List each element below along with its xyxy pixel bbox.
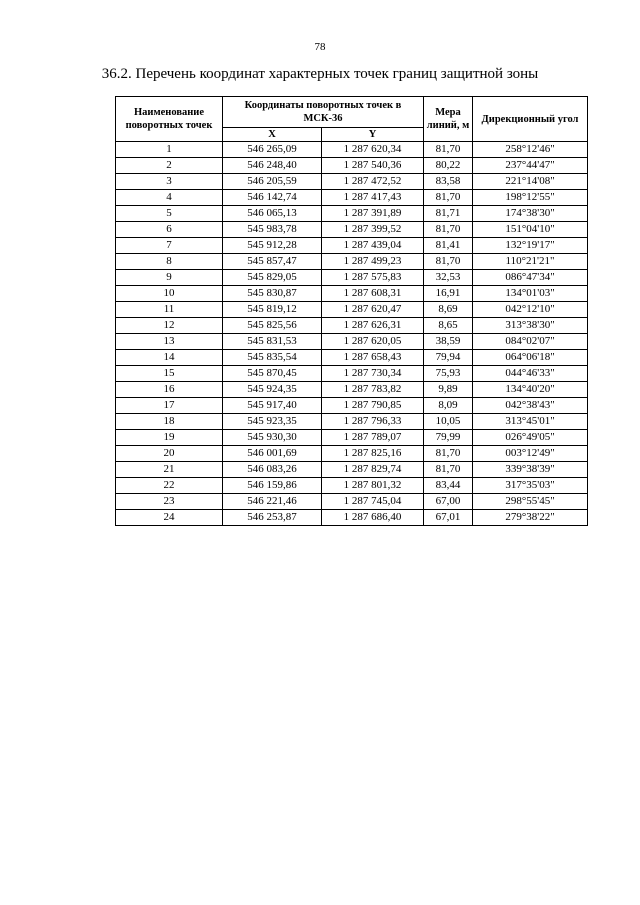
cell-x: 546 159,86 xyxy=(223,478,322,494)
cell-measure: 67,01 xyxy=(424,510,473,526)
header-y: Y xyxy=(322,128,424,142)
cell-point-number: 11 xyxy=(116,302,223,318)
header-line-measure: Мера линий, м xyxy=(424,97,473,142)
cell-x: 545 983,78 xyxy=(223,222,322,238)
cell-x: 546 265,09 xyxy=(223,142,322,158)
cell-angle: 134°01'03" xyxy=(473,286,588,302)
cell-angle: 042°38'43" xyxy=(473,398,588,414)
cell-x: 545 923,35 xyxy=(223,414,322,430)
cell-point-number: 24 xyxy=(116,510,223,526)
cell-y: 1 287 789,07 xyxy=(322,430,424,446)
coordinates-table xyxy=(115,96,588,526)
cell-y: 1 287 796,33 xyxy=(322,414,424,430)
cell-point-number: 18 xyxy=(116,414,223,430)
cell-x: 545 912,28 xyxy=(223,238,322,254)
cell-angle: 132°19'17" xyxy=(473,238,588,254)
table-row xyxy=(116,478,588,494)
cell-point-number: 6 xyxy=(116,222,223,238)
cell-x: 546 205,59 xyxy=(223,174,322,190)
cell-angle: 198°12'55" xyxy=(473,190,588,206)
cell-x: 545 819,12 xyxy=(223,302,322,318)
cell-point-number: 19 xyxy=(116,430,223,446)
cell-angle: 221°14'08" xyxy=(473,174,588,190)
table-row xyxy=(116,142,588,158)
cell-x: 545 825,56 xyxy=(223,318,322,334)
table-row xyxy=(116,462,588,478)
cell-x: 545 830,87 xyxy=(223,286,322,302)
cell-y: 1 287 790,85 xyxy=(322,398,424,414)
cell-y: 1 287 499,23 xyxy=(322,254,424,270)
cell-measure: 81,70 xyxy=(424,142,473,158)
cell-angle: 258°12'46" xyxy=(473,142,588,158)
cell-y: 1 287 472,52 xyxy=(322,174,424,190)
table-row xyxy=(116,206,588,222)
cell-measure: 32,53 xyxy=(424,270,473,286)
cell-angle: 086°47'34" xyxy=(473,270,588,286)
table-row xyxy=(116,334,588,350)
cell-y: 1 287 686,40 xyxy=(322,510,424,526)
cell-measure: 75,93 xyxy=(424,366,473,382)
cell-angle: 317°35'03" xyxy=(473,478,588,494)
cell-y: 1 287 540,36 xyxy=(322,158,424,174)
table-row xyxy=(116,302,588,318)
cell-y: 1 287 391,89 xyxy=(322,206,424,222)
table-row xyxy=(116,174,588,190)
table-header-row xyxy=(116,97,588,128)
cell-x: 545 930,30 xyxy=(223,430,322,446)
cell-angle: 339°38'39" xyxy=(473,462,588,478)
cell-measure: 81,70 xyxy=(424,190,473,206)
cell-measure: 80,22 xyxy=(424,158,473,174)
cell-x: 546 001,69 xyxy=(223,446,322,462)
table-row xyxy=(116,286,588,302)
cell-point-number: 20 xyxy=(116,446,223,462)
section-title: 36.2. Перечень координат характерных точек границ защитной зоны xyxy=(101,66,539,82)
cell-x: 546 248,40 xyxy=(223,158,322,174)
cell-point-number: 16 xyxy=(116,382,223,398)
table-row xyxy=(116,158,588,174)
cell-y: 1 287 575,83 xyxy=(322,270,424,286)
cell-measure: 8,69 xyxy=(424,302,473,318)
cell-point-number: 10 xyxy=(116,286,223,302)
cell-y: 1 287 439,04 xyxy=(322,238,424,254)
cell-point-number: 22 xyxy=(116,478,223,494)
cell-y: 1 287 730,34 xyxy=(322,366,424,382)
cell-y: 1 287 626,31 xyxy=(322,318,424,334)
cell-point-number: 12 xyxy=(116,318,223,334)
cell-measure: 81,41 xyxy=(424,238,473,254)
cell-x: 545 829,05 xyxy=(223,270,322,286)
cell-angle: 026°49'05" xyxy=(473,430,588,446)
header-coordinates-group: Координаты поворотных точек в МСК-36 xyxy=(223,97,424,128)
table-row xyxy=(116,382,588,398)
cell-angle: 134°40'20" xyxy=(473,382,588,398)
cell-x: 545 924,35 xyxy=(223,382,322,398)
cell-point-number: 23 xyxy=(116,494,223,510)
cell-y: 1 287 620,34 xyxy=(322,142,424,158)
cell-y: 1 287 620,05 xyxy=(322,334,424,350)
table-row xyxy=(116,222,588,238)
cell-x: 545 917,40 xyxy=(223,398,322,414)
cell-measure: 9,89 xyxy=(424,382,473,398)
table-row xyxy=(116,270,588,286)
cell-y: 1 287 399,52 xyxy=(322,222,424,238)
cell-measure: 79,99 xyxy=(424,430,473,446)
table-row xyxy=(116,414,588,430)
table-row xyxy=(116,430,588,446)
cell-point-number: 9 xyxy=(116,270,223,286)
table-row xyxy=(116,254,588,270)
table-row xyxy=(116,446,588,462)
cell-x: 546 221,46 xyxy=(223,494,322,510)
cell-measure: 81,70 xyxy=(424,254,473,270)
cell-point-number: 2 xyxy=(116,158,223,174)
header-direction-angle: Дирекционный угол xyxy=(473,97,588,142)
table-row xyxy=(116,318,588,334)
cell-point-number: 15 xyxy=(116,366,223,382)
cell-measure: 83,58 xyxy=(424,174,473,190)
cell-point-number: 1 xyxy=(116,142,223,158)
cell-measure: 81,71 xyxy=(424,206,473,222)
cell-x: 546 142,74 xyxy=(223,190,322,206)
cell-y: 1 287 620,47 xyxy=(322,302,424,318)
table-row xyxy=(116,398,588,414)
cell-point-number: 7 xyxy=(116,238,223,254)
cell-measure: 8,65 xyxy=(424,318,473,334)
cell-measure: 67,00 xyxy=(424,494,473,510)
cell-point-number: 13 xyxy=(116,334,223,350)
cell-y: 1 287 745,04 xyxy=(322,494,424,510)
cell-measure: 16,91 xyxy=(424,286,473,302)
cell-angle: 313°38'30" xyxy=(473,318,588,334)
cell-point-number: 17 xyxy=(116,398,223,414)
cell-angle: 151°04'10" xyxy=(473,222,588,238)
cell-angle: 313°45'01" xyxy=(473,414,588,430)
cell-x: 546 083,26 xyxy=(223,462,322,478)
cell-angle: 044°46'33" xyxy=(473,366,588,382)
table-row xyxy=(116,510,588,526)
header-x: X xyxy=(223,128,322,142)
cell-x: 545 857,47 xyxy=(223,254,322,270)
cell-measure: 83,44 xyxy=(424,478,473,494)
cell-y: 1 287 829,74 xyxy=(322,462,424,478)
cell-angle: 237°44'47" xyxy=(473,158,588,174)
cell-angle: 174°38'30" xyxy=(473,206,588,222)
cell-x: 545 831,53 xyxy=(223,334,322,350)
cell-y: 1 287 801,32 xyxy=(322,478,424,494)
cell-angle: 042°12'10" xyxy=(473,302,588,318)
cell-angle: 110°21'21" xyxy=(473,254,588,270)
cell-y: 1 287 417,43 xyxy=(322,190,424,206)
cell-point-number: 3 xyxy=(116,174,223,190)
header-point-name: Наименование поворотных точек xyxy=(116,97,223,142)
cell-x: 546 253,87 xyxy=(223,510,322,526)
cell-x: 545 870,45 xyxy=(223,366,322,382)
table-row xyxy=(116,190,588,206)
cell-y: 1 287 825,16 xyxy=(322,446,424,462)
cell-measure: 38,59 xyxy=(424,334,473,350)
cell-point-number: 21 xyxy=(116,462,223,478)
cell-point-number: 5 xyxy=(116,206,223,222)
cell-x: 545 835,54 xyxy=(223,350,322,366)
table-row xyxy=(116,350,588,366)
cell-point-number: 8 xyxy=(116,254,223,270)
cell-y: 1 287 608,31 xyxy=(322,286,424,302)
cell-measure: 8,09 xyxy=(424,398,473,414)
page-number: 78 xyxy=(314,41,326,53)
table-row xyxy=(116,366,588,382)
table-row xyxy=(116,494,588,510)
cell-y: 1 287 658,43 xyxy=(322,350,424,366)
cell-measure: 81,70 xyxy=(424,446,473,462)
cell-angle: 279°38'22" xyxy=(473,510,588,526)
table-row xyxy=(116,238,588,254)
cell-measure: 81,70 xyxy=(424,462,473,478)
cell-angle: 084°02'07" xyxy=(473,334,588,350)
cell-measure: 79,94 xyxy=(424,350,473,366)
cell-x: 546 065,13 xyxy=(223,206,322,222)
cell-angle: 064°06'18" xyxy=(473,350,588,366)
cell-point-number: 14 xyxy=(116,350,223,366)
cell-angle: 003°12'49" xyxy=(473,446,588,462)
cell-measure: 81,70 xyxy=(424,222,473,238)
cell-measure: 10,05 xyxy=(424,414,473,430)
cell-point-number: 4 xyxy=(116,190,223,206)
cell-angle: 298°55'45" xyxy=(473,494,588,510)
cell-y: 1 287 783,82 xyxy=(322,382,424,398)
